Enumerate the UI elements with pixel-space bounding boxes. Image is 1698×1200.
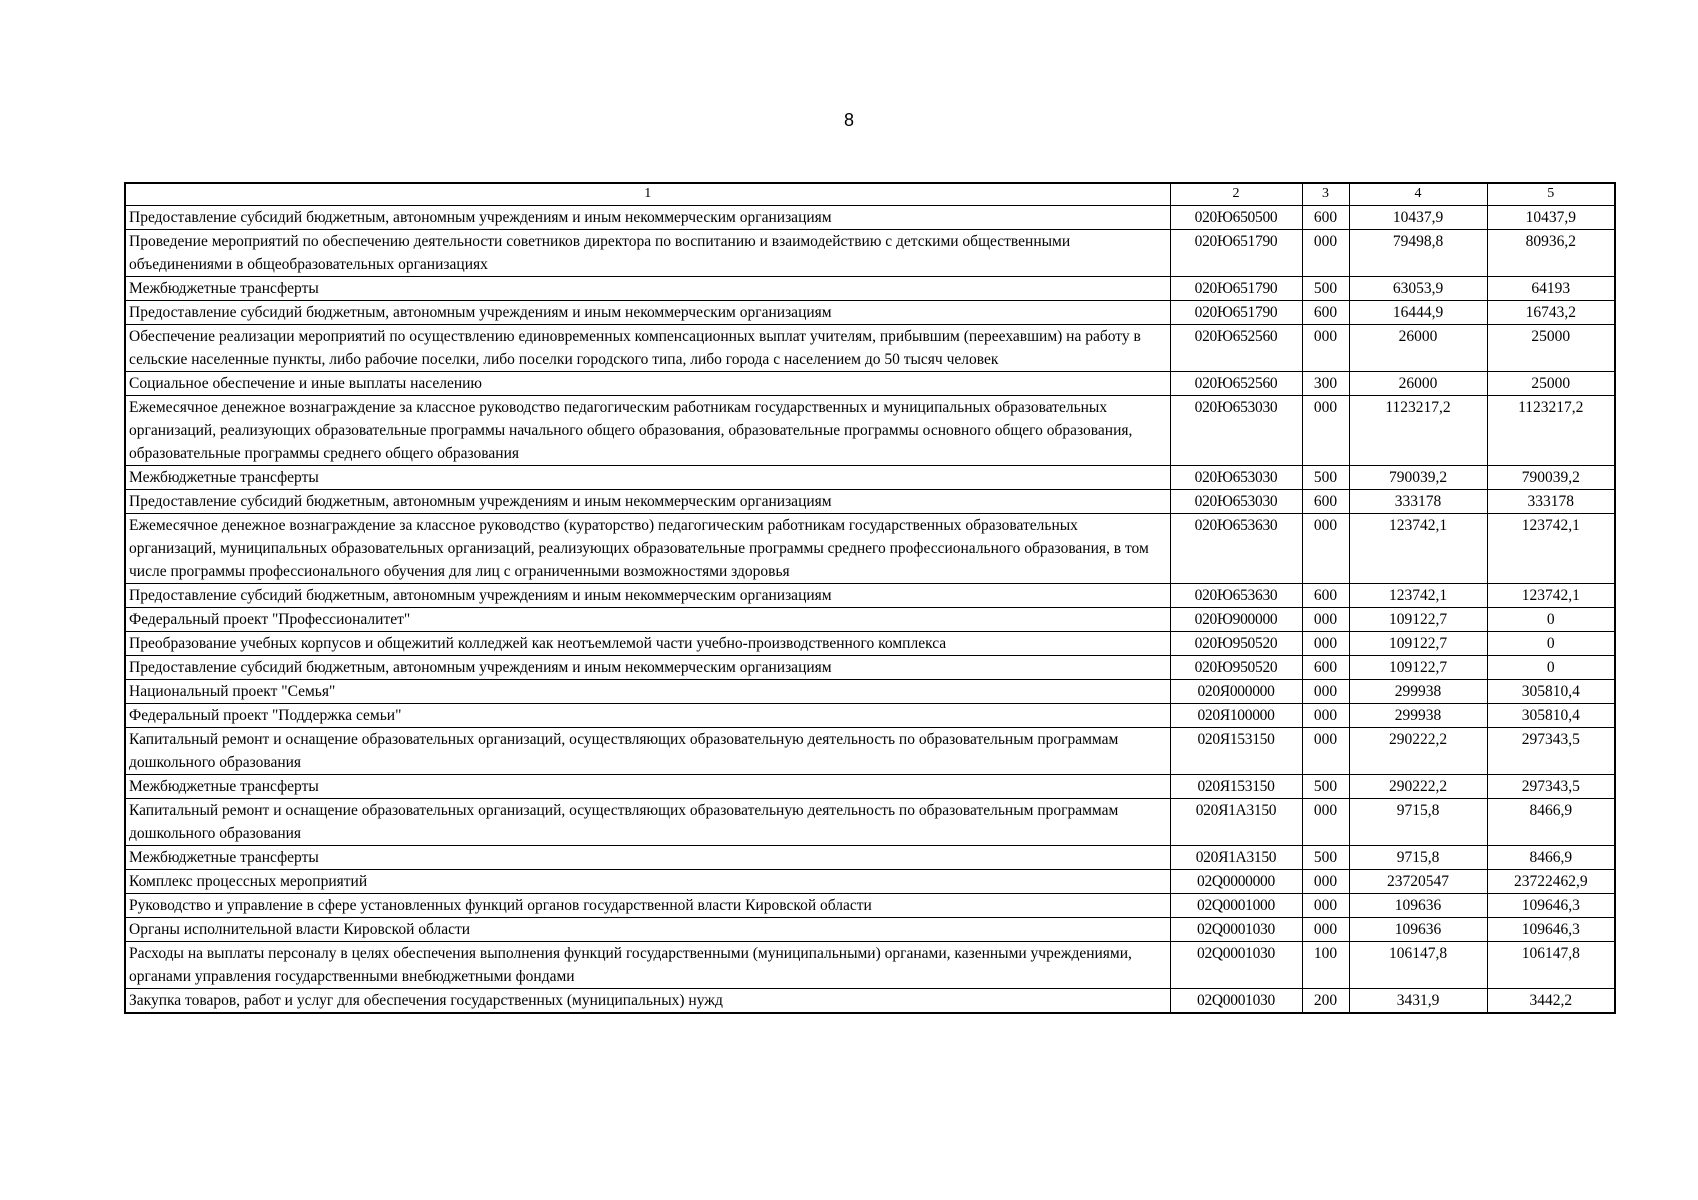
amount-col5-cell: 305810,4: [1487, 680, 1615, 704]
type-cell: 600: [1302, 206, 1349, 230]
description-cell: Межбюджетные трансферты: [125, 277, 1170, 301]
code-cell: 02Q0001030: [1170, 942, 1302, 989]
table-row: [125, 584, 1615, 608]
table-row: [125, 230, 1615, 277]
amount-col4-cell: 26000: [1349, 325, 1487, 372]
table-row: [125, 704, 1615, 728]
table-row: [125, 632, 1615, 656]
description-cell: Ежемесячное денежное вознаграждение за классное руководство педагогическим работникам государственных и муниципальных образовательных организаций, реализующих образовательные программы начального общего образования, образовательные программы основного общего образования, образовательные программы среднего общего образования: [125, 396, 1170, 466]
amount-col4-cell: 123742,1: [1349, 514, 1487, 584]
amount-col5-cell: 790039,2: [1487, 466, 1615, 490]
amount-col4-cell: 123742,1: [1349, 584, 1487, 608]
amount-col4-cell: 106147,8: [1349, 942, 1487, 989]
code-cell: 020Ю650500: [1170, 206, 1302, 230]
page-number: 8: [843, 110, 854, 130]
amount-col5-cell: 0: [1487, 632, 1615, 656]
table-row: [125, 514, 1615, 584]
amount-col5-cell: 123742,1: [1487, 514, 1615, 584]
type-cell: 000: [1302, 396, 1349, 466]
amount-col5-cell: 106147,8: [1487, 942, 1615, 989]
description-cell: Предоставление субсидий бюджетным, автономным учреждениям и иным некоммерческим организациям: [125, 301, 1170, 325]
amount-col4-cell: 109122,7: [1349, 632, 1487, 656]
code-cell: 020Ю653030: [1170, 466, 1302, 490]
amount-col5-cell: 109646,3: [1487, 918, 1615, 942]
amount-col4-cell: 290222,2: [1349, 728, 1487, 775]
code-cell: 020Ю950520: [1170, 656, 1302, 680]
description-cell: Капитальный ремонт и оснащение образовательных организаций, осуществляющих образовательную деятельность по образовательным программам дошкольного образования: [125, 799, 1170, 846]
table-row: [125, 372, 1615, 396]
amount-col5-cell: 123742,1: [1487, 584, 1615, 608]
amount-col5-cell: 1123217,2: [1487, 396, 1615, 466]
table-row: [125, 918, 1615, 942]
type-cell: 500: [1302, 846, 1349, 870]
amount-col5-cell: 8466,9: [1487, 846, 1615, 870]
amount-col4-cell: 109636: [1349, 894, 1487, 918]
table-row: [125, 894, 1615, 918]
amount-col4-cell: 1123217,2: [1349, 396, 1487, 466]
description-cell: Предоставление субсидий бюджетным, автономным учреждениям и иным некоммерческим организациям: [125, 490, 1170, 514]
budget-table: [124, 182, 1616, 1014]
description-cell: Закупка товаров, работ и услуг для обеспечения государственных (муниципальных) нужд: [125, 989, 1170, 1014]
table-row: [125, 942, 1615, 989]
type-cell: 000: [1302, 894, 1349, 918]
table-row: [125, 775, 1615, 799]
code-cell: 020Ю651790: [1170, 301, 1302, 325]
description-cell: Проведение мероприятий по обеспечению деятельности советников директора по воспитанию и взаимодействию с детскими общественными объединениями в общеобразовательных организациях: [125, 230, 1170, 277]
table-row: [125, 728, 1615, 775]
amount-col5-cell: 25000: [1487, 372, 1615, 396]
code-cell: 020Ю653630: [1170, 584, 1302, 608]
table-row: [125, 989, 1615, 1014]
table-row: [125, 325, 1615, 372]
code-cell: 020Я153150: [1170, 775, 1302, 799]
column-header-4: 4: [1349, 183, 1487, 206]
type-cell: 600: [1302, 584, 1349, 608]
code-cell: 02Q0000000: [1170, 870, 1302, 894]
description-cell: Обеспечение реализации мероприятий по осуществлению единовременных компенсационных выплат учителям, прибывшим (переехавшим) на работу в сельские населенные пункты, либо рабочие поселки, либо поселки городского типа, либо города с населением до 50 тысяч человек: [125, 325, 1170, 372]
table-header-row: [125, 183, 1615, 206]
amount-col5-cell: 297343,5: [1487, 775, 1615, 799]
code-cell: 020Я153150: [1170, 728, 1302, 775]
amount-col5-cell: 8466,9: [1487, 799, 1615, 846]
table-row: [125, 277, 1615, 301]
type-cell: 500: [1302, 775, 1349, 799]
code-cell: 020Я1А3150: [1170, 846, 1302, 870]
amount-col4-cell: 299938: [1349, 680, 1487, 704]
description-cell: Предоставление субсидий бюджетным, автономным учреждениям и иным некоммерческим организациям: [125, 584, 1170, 608]
code-cell: 020Ю950520: [1170, 632, 1302, 656]
amount-col4-cell: 10437,9: [1349, 206, 1487, 230]
description-cell: Ежемесячное денежное вознаграждение за классное руководство (кураторство) педагогическим работникам государственных образовательных организаций, муниципальных образовательных организаций, реализующих образовательные программы среднего профессионального образования, в том числе программы профессионального обучения для лиц с ограниченными возможностями здоровья: [125, 514, 1170, 584]
type-cell: 000: [1302, 632, 1349, 656]
code-cell: 020Ю651790: [1170, 230, 1302, 277]
code-cell: 020Ю652560: [1170, 325, 1302, 372]
table-row: [125, 656, 1615, 680]
description-cell: Социальное обеспечение и иные выплаты населению: [125, 372, 1170, 396]
description-cell: Федеральный проект "Поддержка семьи": [125, 704, 1170, 728]
amount-col5-cell: 64193: [1487, 277, 1615, 301]
description-cell: Расходы на выплаты персоналу в целях обеспечения выполнения функций государственными (муниципальными) органами, казенными учреждениями, органами управления государственными внебюджетными фондами: [125, 942, 1170, 989]
code-cell: 020Ю653030: [1170, 396, 1302, 466]
amount-col5-cell: 0: [1487, 608, 1615, 632]
description-cell: Межбюджетные трансферты: [125, 775, 1170, 799]
type-cell: 000: [1302, 728, 1349, 775]
amount-col5-cell: 297343,5: [1487, 728, 1615, 775]
amount-col5-cell: 333178: [1487, 490, 1615, 514]
table-body: [125, 206, 1615, 1014]
amount-col4-cell: 79498,8: [1349, 230, 1487, 277]
amount-col4-cell: 109122,7: [1349, 656, 1487, 680]
table-row: [125, 846, 1615, 870]
table-row: [125, 466, 1615, 490]
amount-col4-cell: 26000: [1349, 372, 1487, 396]
description-cell: Преобразование учебных корпусов и общежитий колледжей как неотъемлемой части учебно-производственного комплекса: [125, 632, 1170, 656]
amount-col5-cell: 109646,3: [1487, 894, 1615, 918]
amount-col4-cell: 23720547: [1349, 870, 1487, 894]
type-cell: 000: [1302, 230, 1349, 277]
description-cell: Межбюджетные трансферты: [125, 466, 1170, 490]
code-cell: 020Я100000: [1170, 704, 1302, 728]
table-row: [125, 870, 1615, 894]
type-cell: 000: [1302, 704, 1349, 728]
type-cell: 500: [1302, 277, 1349, 301]
amount-col5-cell: 25000: [1487, 325, 1615, 372]
amount-col4-cell: 790039,2: [1349, 466, 1487, 490]
amount-col4-cell: 109122,7: [1349, 608, 1487, 632]
type-cell: 300: [1302, 372, 1349, 396]
table-row: [125, 396, 1615, 466]
amount-col4-cell: 9715,8: [1349, 846, 1487, 870]
amount-col5-cell: 305810,4: [1487, 704, 1615, 728]
amount-col4-cell: 3431,9: [1349, 989, 1487, 1014]
amount-col5-cell: 3442,2: [1487, 989, 1615, 1014]
description-cell: Предоставление субсидий бюджетным, автономным учреждениям и иным некоммерческим организациям: [125, 656, 1170, 680]
column-header-3: 3: [1302, 183, 1349, 206]
column-header-2: 2: [1170, 183, 1302, 206]
type-cell: 000: [1302, 799, 1349, 846]
table-row: [125, 490, 1615, 514]
code-cell: 020Я1А3150: [1170, 799, 1302, 846]
type-cell: 000: [1302, 918, 1349, 942]
description-cell: Национальный проект "Семья": [125, 680, 1170, 704]
amount-col5-cell: 80936,2: [1487, 230, 1615, 277]
amount-col4-cell: 109636: [1349, 918, 1487, 942]
column-header-5: 5: [1487, 183, 1615, 206]
code-cell: 020Ю653030: [1170, 490, 1302, 514]
code-cell: 02Q0001000: [1170, 894, 1302, 918]
amount-col5-cell: 23722462,9: [1487, 870, 1615, 894]
code-cell: 020Ю653630: [1170, 514, 1302, 584]
table-row: [125, 608, 1615, 632]
description-cell: Руководство и управление в сфере установленных функций органов государственной власти Кировской области: [125, 894, 1170, 918]
amount-col4-cell: 290222,2: [1349, 775, 1487, 799]
code-cell: 020Ю652560: [1170, 372, 1302, 396]
type-cell: 100: [1302, 942, 1349, 989]
amount-col4-cell: 16444,9: [1349, 301, 1487, 325]
table-row: [125, 680, 1615, 704]
table-row: [125, 799, 1615, 846]
amount-col5-cell: 16743,2: [1487, 301, 1615, 325]
amount-col5-cell: 10437,9: [1487, 206, 1615, 230]
table-row: [125, 301, 1615, 325]
type-cell: 600: [1302, 301, 1349, 325]
type-cell: 500: [1302, 466, 1349, 490]
description-cell: Капитальный ремонт и оснащение образовательных организаций, осуществляющих образовательную деятельность по образовательным программам дошкольного образования: [125, 728, 1170, 775]
table-row: [125, 206, 1615, 230]
type-cell: 200: [1302, 989, 1349, 1014]
type-cell: 000: [1302, 325, 1349, 372]
description-cell: Предоставление субсидий бюджетным, автономным учреждениям и иным некоммерческим организациям: [125, 206, 1170, 230]
type-cell: 000: [1302, 514, 1349, 584]
type-cell: 600: [1302, 490, 1349, 514]
code-cell: 020Ю651790: [1170, 277, 1302, 301]
code-cell: 02Q0001030: [1170, 918, 1302, 942]
description-cell: Межбюджетные трансферты: [125, 846, 1170, 870]
amount-col4-cell: 63053,9: [1349, 277, 1487, 301]
amount-col4-cell: 299938: [1349, 704, 1487, 728]
type-cell: 600: [1302, 656, 1349, 680]
column-header-1: 1: [125, 183, 1170, 206]
amount-col4-cell: 333178: [1349, 490, 1487, 514]
type-cell: 000: [1302, 608, 1349, 632]
description-cell: Федеральный проект "Профессионалитет": [125, 608, 1170, 632]
amount-col5-cell: 0: [1487, 656, 1615, 680]
code-cell: 020Ю900000: [1170, 608, 1302, 632]
description-cell: Органы исполнительной власти Кировской области: [125, 918, 1170, 942]
amount-col4-cell: 9715,8: [1349, 799, 1487, 846]
code-cell: 02Q0001030: [1170, 989, 1302, 1014]
type-cell: 000: [1302, 870, 1349, 894]
description-cell: Комплекс процессных мероприятий: [125, 870, 1170, 894]
type-cell: 000: [1302, 680, 1349, 704]
code-cell: 020Я000000: [1170, 680, 1302, 704]
